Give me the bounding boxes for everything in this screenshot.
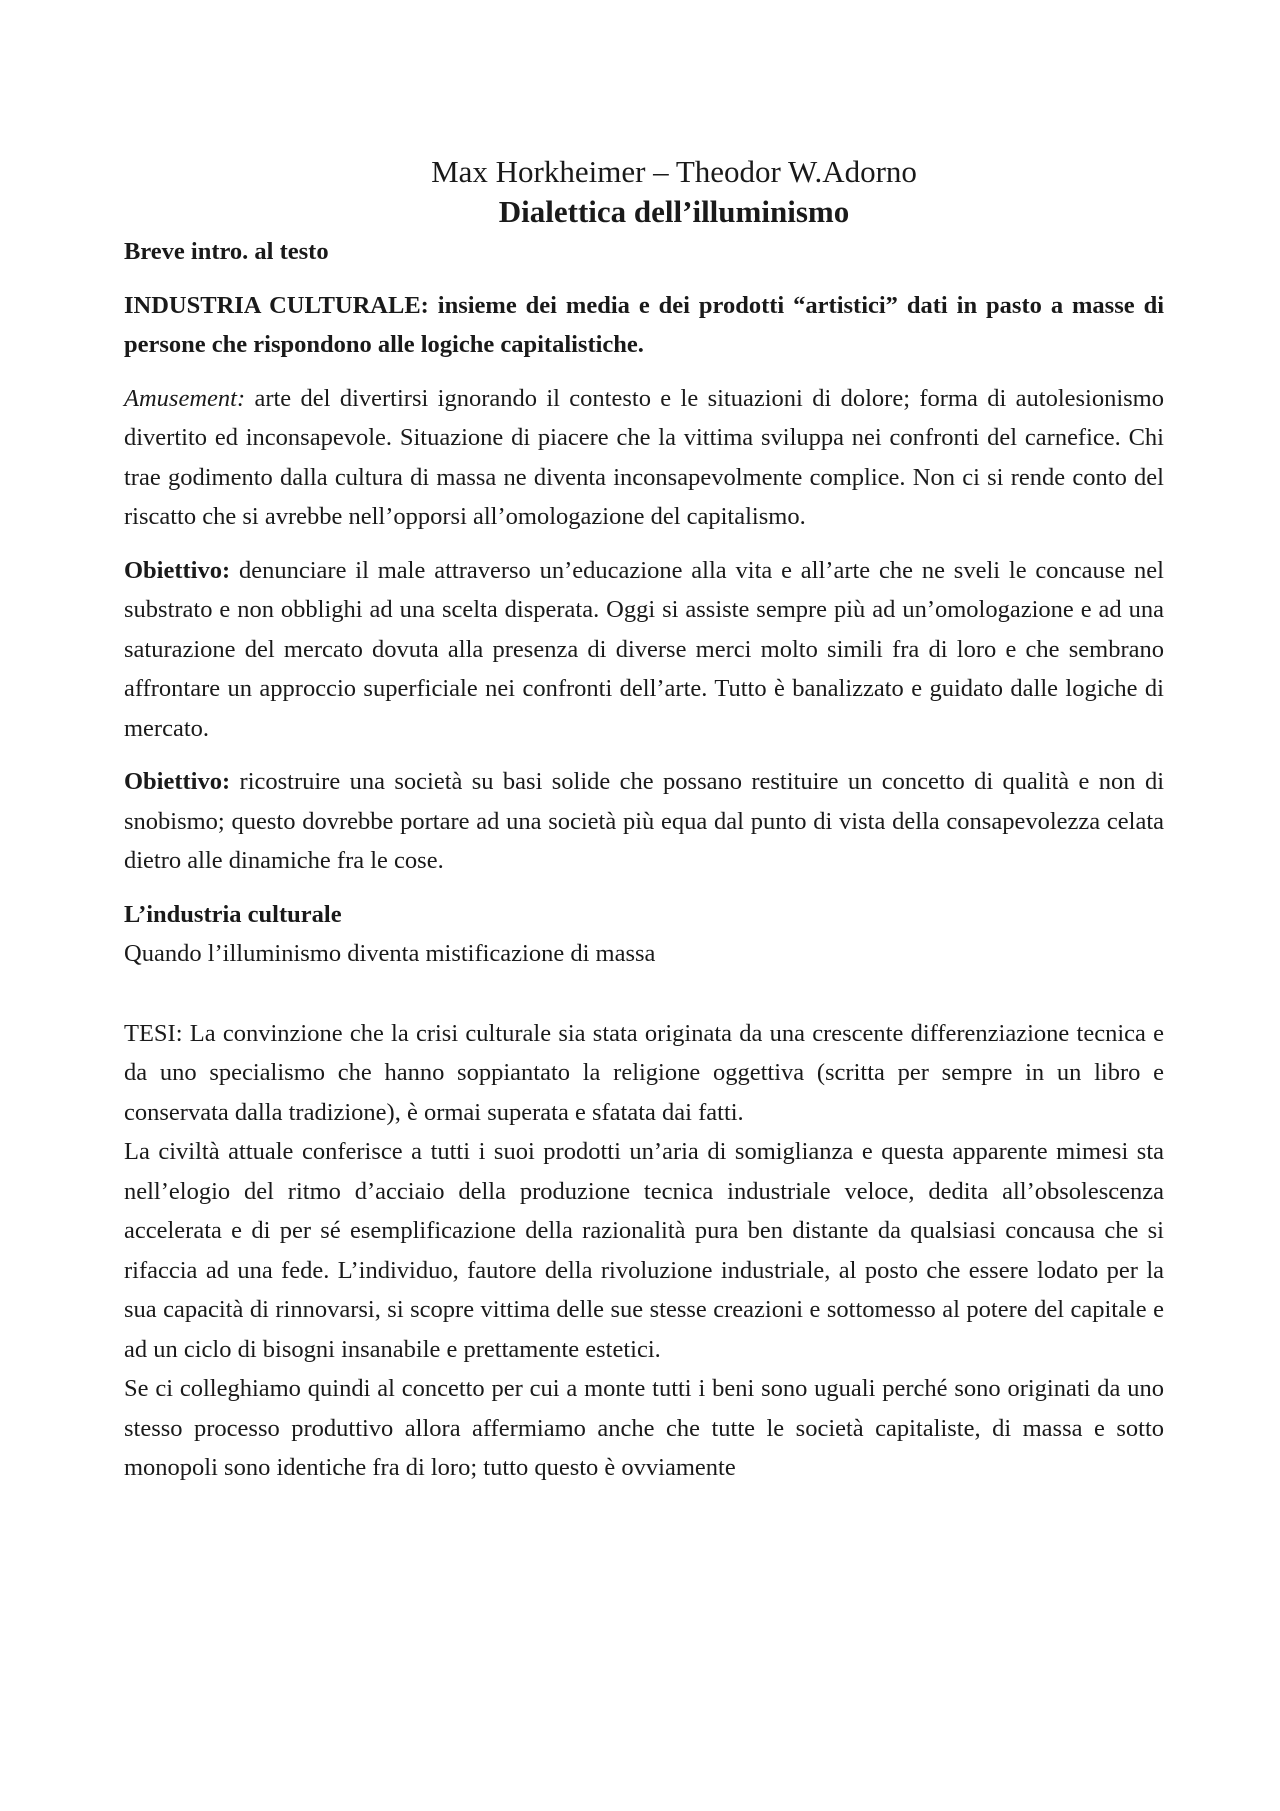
body-paragraph-1: TESI: La convinzione che la crisi culturale sia stata originata da una crescente differenziazione tecnica e da uno specialismo che hanno soppiantato la religione oggettiva (scritta per sempre in un libro e conservata dalla tradizione), è ormai superata e sfatata dai fatti.	[124, 1019, 1164, 1126]
objective-term-1: Obiettivo:	[124, 556, 231, 584]
document-title: Dialettica dell’illuminismo	[498, 194, 850, 229]
section-subheading: Quando l’illuminismo diventa mistificazione di massa	[124, 940, 656, 967]
section-heading: L’industria culturale	[124, 900, 342, 928]
intro-label: Breve intro. al testo	[124, 238, 329, 265]
body-paragraph-3: Se ci colleghiamo quindi al concetto per cui a monte tutti i beni sono uguali perché sono originati da uno stesso processo produttivo allora affermiamo anche che tutte le società capitaliste, di massa e sotto monopoli sono identiche fra di loro; tutto questo è ovviamente	[124, 1375, 1164, 1481]
objective-paragraph-1	[124, 551, 1164, 749]
body-paragraph-2: La civiltà attuale conferisce a tutti i suoi prodotti un’aria di somiglianza e questa apparente mimesi sta nell’elogio del ritmo d’acciaio della produzione tecnica industriale veloce, dedita all’obsolescenza accelerata e di per sé esemplificazione della razionalità pura ben distante da qualsiasi concausa che si rifaccia ad una fede. L’individuo, fautore della rivoluzione industriale, al posto che essere lodato per la sua capacità di rinnovarsi, si scopre vittima delle sue stesse creazioni e sottomesso al potere del capitale e ad un ciclo di bisogni insanabile e prettamente estetici.	[124, 1138, 1164, 1363]
objective-text-2: ricostruire una società su basi solide che possano restituire un concetto di qualità e non di snobismo; questo dovrebbe portare ad una società più equa dal punto di vista della consapevolezza celata dietro alle dinamiche fra le cose.	[124, 768, 1164, 874]
objective-paragraph-2	[124, 762, 1164, 881]
amusement-term: Amusement:	[124, 384, 246, 412]
objective-text-1: denunciare il male attraverso un’educazione alla vita e all’arte che ne sveli le concause nel substrato e non obblighi ad una scelta disperata. Oggi si assiste sempre più ad un’omologazione e ad una saturazione del mercato dovuta alla presenza di diverse merci molto simili fra di loro e che sembrano affrontare un approccio superficiale nei confronti dell’arte. Tutto è banalizzato e guidato dalle logiche di mercato.	[124, 556, 1164, 742]
amusement-text: arte del divertirsi ignorando il contesto e le situazioni di dolore; forma di autolesionismo divertito ed inconsapevole. Situazione di piacere che la vittima sviluppa nei confronti del carnefice. Chi trae godimento dalla cultura di massa ne diventa inconsapevolmente complice. Non ci si rende conto del riscatto che si avrebbe nell’opporsi all’omologazione del capitalismo.	[124, 384, 1164, 530]
objective-term-2: Obiettivo:	[124, 768, 231, 795]
amusement-paragraph	[124, 379, 1164, 537]
definition-paragraph: INDUSTRIA CULTURALE: insieme dei media e dei prodotti “artistici” dati in pasto a masse di persone che rispondono alle logiche capitalistiche.	[124, 291, 1164, 358]
document-page	[124, 152, 1164, 1488]
document-authors: Max Horkheimer – Theodor W.Adorno	[431, 154, 917, 189]
